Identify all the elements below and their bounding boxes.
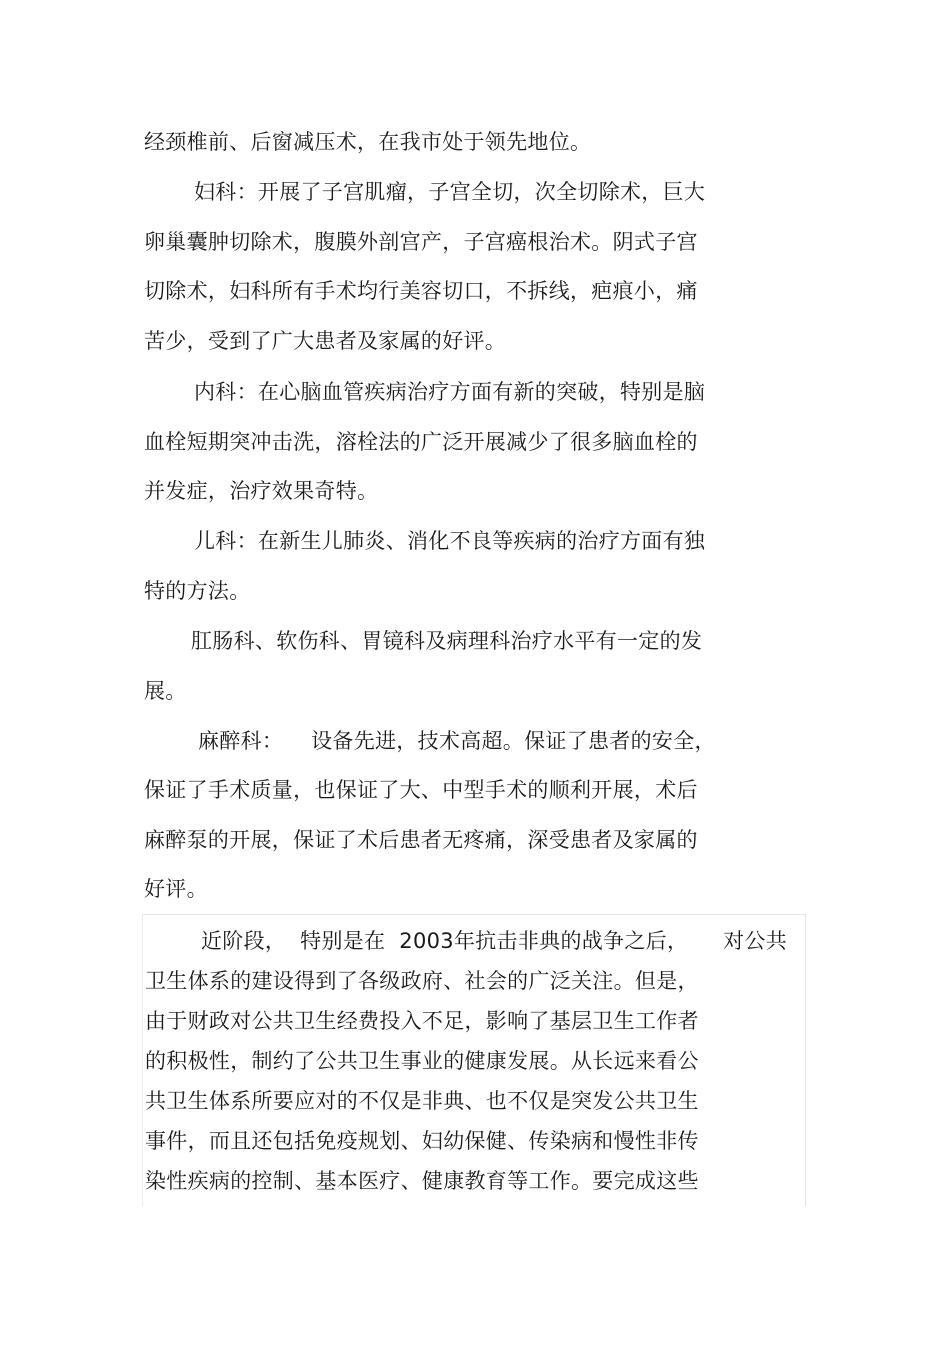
paragraph-line: 特的方法。 [144,579,251,603]
paragraph-line: 卵巢囊肿切除术，腹膜外剖宫产，子宫癌根治术。阴式子宫 [144,230,698,254]
box-line: 的积极性，制约了公共卫生事业的健康发展。从长远来看公 [145,1049,699,1073]
box-line: 事件，而且还包括免疫规划、妇幼保健、传染病和慢性非传 [145,1129,699,1153]
paragraph-line: 切除术，妇科所有手术均行美容切口，不拆线，疤痕小，痛 [144,279,698,303]
paragraph-line: 经颈椎前、后窗减压术，在我市处于领先地位。 [144,130,592,154]
paragraph-line: 血栓短期突冲击洗，溶栓法的广泛开展减少了很多脑血栓的 [144,430,698,454]
paragraph-line: 麻醉泵的开展，保证了术后患者无疼痛，深受患者及家属的 [144,828,698,852]
paragraph-line: 内科：在心脑血管疾病治疗方面有新的突破，特别是脑 [194,380,706,404]
box-line: 共卫生体系所要应对的不仅是非典、也不仅是突发公共卫生 [145,1089,699,1113]
paragraph-line: 并发症，治疗效果奇特。 [144,479,379,503]
paragraph-line: 保证了手术质量，也保证了大、中型手术的顺利开展，术后 [144,778,698,802]
paragraph-line: 麻醉科： 设备先进，技术高超。保证了患者的安全， [198,729,716,753]
box-line: 近阶段， 特别是在 2003年抗击非典的战争之后， 对公共 [201,929,788,953]
paragraph-line: 苦少，受到了广大患者及家属的好评。 [144,329,507,353]
box-line: 染性疾病的控制、基本医疗、健康教育等工作。要完成这些 [145,1169,699,1193]
paragraph-line: 好评。 [144,877,208,901]
box-line: 由于财政对公共卫生经费投入不足，影响了基层卫生工作者 [145,1009,699,1033]
paragraph-line: 儿科：在新生儿肺炎、消化不良等疾病的治疗方面有独 [194,529,706,553]
paragraph-line: 肛肠科、软伤科、胃镜科及病理科治疗水平有一定的发 [191,629,703,653]
paragraph-line: 妇科：开展了子宫肌瘤，子宫全切，次全切除术，巨大 [194,180,706,204]
box-line: 卫生体系的建设得到了各级政府、社会的广泛关注。但是， [145,969,699,993]
text-box [142,914,806,1206]
paragraph-line: 展。 [144,679,187,703]
